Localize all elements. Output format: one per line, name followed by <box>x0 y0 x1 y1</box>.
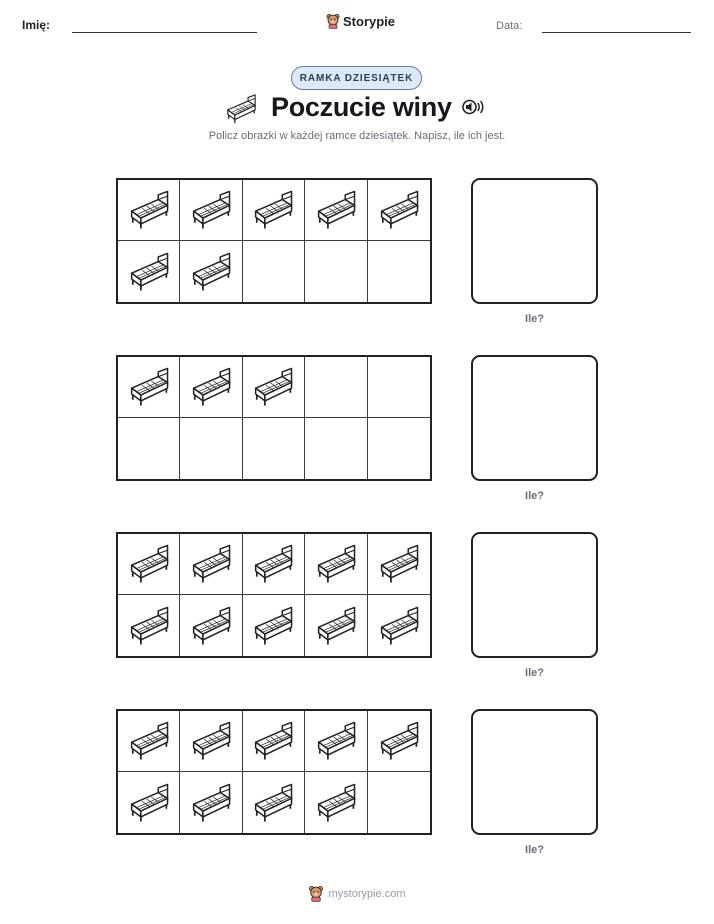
speaker-icon[interactable] <box>461 97 485 117</box>
frame-cell <box>368 711 430 772</box>
page-title: Poczucie winy <box>271 92 452 122</box>
frame-cell <box>305 595 367 656</box>
frame-cell <box>180 595 242 656</box>
frame-cell <box>180 711 242 772</box>
frame-cell <box>305 180 367 241</box>
bed-icon <box>377 544 421 584</box>
name-label: Imię: <box>22 18 51 32</box>
frame-cell <box>368 241 430 302</box>
frame-cell <box>118 180 180 241</box>
frame-cell <box>368 418 430 479</box>
ten-frame-2 <box>116 355 432 481</box>
frame-cell <box>368 534 430 595</box>
bed-icon <box>251 783 295 823</box>
bed-icon <box>127 783 171 823</box>
bed-icon <box>189 544 233 584</box>
bed-icon <box>189 367 233 407</box>
answer-label-2: Ile? <box>525 490 544 502</box>
answer-box-2[interactable] <box>471 355 598 481</box>
answer-label-4: Ile? <box>525 844 544 856</box>
bed-icon <box>314 190 358 230</box>
bed-icon <box>251 190 295 230</box>
bed-icon <box>314 721 358 761</box>
frame-cell <box>243 534 305 595</box>
bed-icon <box>251 721 295 761</box>
frame-cell <box>305 241 367 302</box>
ten-frame-4 <box>116 709 432 835</box>
frame-cell <box>118 534 180 595</box>
frame-cell <box>305 418 367 479</box>
bed-icon <box>251 544 295 584</box>
frame-cell <box>180 357 242 418</box>
frame-cell <box>243 595 305 656</box>
bed-icon <box>127 367 171 407</box>
frame-cell <box>118 711 180 772</box>
frame-cell <box>243 772 305 833</box>
ten-frame-1 <box>116 178 432 304</box>
frame-cell <box>180 772 242 833</box>
instructions: Policz obrazki w każdej ramce dziesiątek. Napisz, ile ich jest. <box>208 130 506 142</box>
answer-box-4[interactable] <box>471 709 598 835</box>
frame-cell <box>305 772 367 833</box>
frame-cell <box>368 180 430 241</box>
date-label: Data: <box>496 20 523 32</box>
bed-icon <box>127 721 171 761</box>
frame-cell <box>180 241 242 302</box>
bed-icon <box>377 606 421 646</box>
bed-icon <box>377 721 421 761</box>
bed-icon <box>314 544 358 584</box>
frame-cell <box>118 357 180 418</box>
answer-box-1[interactable] <box>471 178 598 304</box>
bed-icon <box>127 190 171 230</box>
frame-cell <box>305 357 367 418</box>
frame-cell <box>243 357 305 418</box>
bear-icon <box>308 885 324 902</box>
frame-cell <box>118 241 180 302</box>
title-row <box>0 90 714 126</box>
answer-label-3: Ile? <box>525 667 544 679</box>
frame-cell <box>180 418 242 479</box>
frame-cell <box>180 180 242 241</box>
category-badge: RAMKA DZIESIĄTEK <box>291 66 422 90</box>
brand-logo <box>326 13 395 29</box>
frame-cell <box>368 772 430 833</box>
bear-icon <box>326 13 340 29</box>
bed-icon <box>189 783 233 823</box>
bed-icon <box>127 544 171 584</box>
frame-cell <box>368 595 430 656</box>
frame-cell <box>305 711 367 772</box>
bed-icon <box>127 252 171 292</box>
date-field[interactable] <box>542 32 691 33</box>
frame-cell <box>243 711 305 772</box>
bed-icon <box>189 252 233 292</box>
ten-frame-3 <box>116 532 432 658</box>
bed-icon <box>314 606 358 646</box>
frame-cell <box>118 418 180 479</box>
answer-box-3[interactable] <box>471 532 598 658</box>
answer-label-1: Ile? <box>525 313 544 325</box>
bed-icon <box>189 721 233 761</box>
footer-url: mystorypie.com <box>328 887 406 900</box>
footer <box>0 885 714 902</box>
bed-icon <box>314 783 358 823</box>
bed-icon <box>189 190 233 230</box>
brand-name: Storypie <box>343 13 396 29</box>
frame-cell <box>243 418 305 479</box>
bed-icon <box>251 606 295 646</box>
frame-cell <box>243 180 305 241</box>
frame-cell <box>305 534 367 595</box>
name-field[interactable] <box>72 32 257 33</box>
bed-icon <box>127 606 171 646</box>
frame-cell <box>180 534 242 595</box>
bed-icon <box>251 367 295 407</box>
frame-cell <box>118 595 180 656</box>
bed-icon <box>377 190 421 230</box>
bed-icon <box>224 94 258 124</box>
frame-cell <box>118 772 180 833</box>
frame-cell <box>243 241 305 302</box>
frame-cell <box>368 357 430 418</box>
bed-icon <box>189 606 233 646</box>
